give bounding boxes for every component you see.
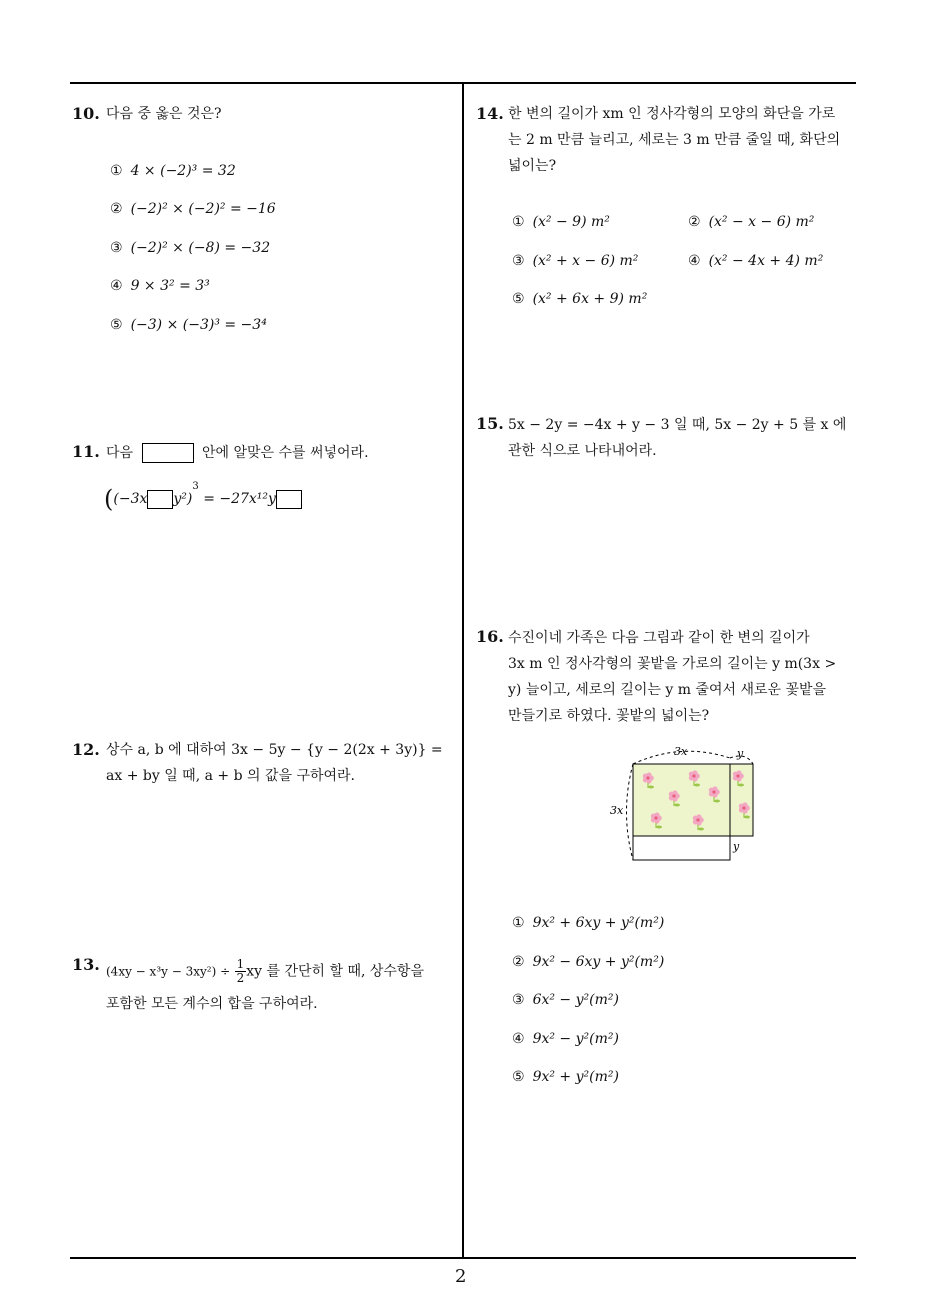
q10-option-4[interactable]: ④ 9 × 3² = 3³ [110, 278, 210, 294]
question-14-line3: 넓이는? [508, 158, 557, 174]
question-10-text: 다음 중 옳은 것은? [106, 106, 222, 122]
label-top-right: y [737, 747, 744, 760]
q10-option-1[interactable]: ① 4 × (−2)³ = 32 [110, 163, 236, 179]
exponent-blank-box-2[interactable] [276, 490, 302, 509]
label-top: 3x [674, 745, 688, 758]
q16-option-4[interactable]: ④ 9x² − y²(m²) [512, 1031, 619, 1047]
question-12-number: 12. [72, 740, 100, 759]
label-right: y [733, 840, 740, 853]
question-12-line2: ax + by 일 때, a + b 의 값을 구하여라. [106, 768, 356, 784]
q16-option-3[interactable]: ③ 6x² − y²(m²) [512, 992, 619, 1008]
q14-option-5[interactable]: ⑤ (x² + 6x + 9) m² [512, 291, 648, 307]
q16-option-1[interactable]: ① 9x² + 6xy + y²(m²) [512, 915, 665, 931]
question-16-line4: 만들기로 하였다. 꽃밭의 넓이는? [508, 708, 710, 724]
question-16-line3: y) 늘이고, 세로의 길이는 y m 줄여서 새로운 꽃밭을 [508, 682, 827, 698]
q16-option-2[interactable]: ② 9x² − 6xy + y²(m²) [512, 954, 665, 970]
question-13-line1: (4xy − x³y − 3xy²) ÷ $\frac{1}{2}$ xy 를 간단히 할 때, 상수항을 [106, 957, 424, 985]
question-15-line1: 5x − 2y = −4x + y − 3 일 때, 5x − 2y + 5 를 x 에 [508, 417, 847, 433]
q10-option-5[interactable]: ⑤ (−3) × (−3)³ = −3⁴ [110, 317, 267, 333]
column-divider [462, 82, 464, 1258]
page-number: 2 [455, 1266, 467, 1287]
question-11-text: 다음 안에 알맞은 수를 써넣어라. [106, 445, 369, 461]
question-13-line2: 포함한 모든 계수의 합을 구하여라. [106, 996, 318, 1012]
question-13-number: 13. [72, 955, 100, 974]
q10-option-3[interactable]: ③ (−2)² × (−8) = −32 [110, 240, 271, 256]
q14-option-3[interactable]: ③ (x² + x − 6) m² [512, 253, 639, 269]
q10-option-2[interactable]: ② (−2)² × (−2)² = −16 [110, 201, 276, 217]
question-16-line1: 수진이네 가족은 다음 그림과 같이 한 변의 길이가 [508, 630, 810, 646]
label-left: 3x [610, 804, 624, 817]
left-arc [627, 764, 634, 860]
question-16-number: 16. [476, 627, 504, 646]
flowerbed-diagram [606, 740, 786, 870]
removed-strip [633, 836, 730, 860]
question-15-number: 15. [476, 414, 504, 433]
answer-blank-box[interactable] [142, 443, 194, 463]
q16-option-5[interactable]: ⑤ 9x² + y²(m²) [512, 1069, 619, 1085]
question-10-number: 10. [72, 104, 100, 123]
question-14-number: 14. [476, 104, 504, 123]
question-15-line2: 관한 식으로 나타내어라. [508, 443, 657, 459]
question-14-line1: 한 변의 길이가 xm 인 정사각형의 모양의 화단을 가로 [508, 106, 836, 122]
question-11-expression: ((−3x y²)$^3$ = −27x¹²y [104, 478, 302, 509]
q14-option-4[interactable]: ④ (x² − 4x + 4) m² [688, 253, 824, 269]
fraction-one-half: $\frac{1}{2}$ [236, 957, 245, 985]
question-14-line2: 는 2 m 만큼 늘리고, 세로는 3 m 만큼 줄일 때, 화단의 [508, 132, 841, 148]
question-16-line2: 3x m 인 정사각형의 꽃밭을 가로의 길이는 y m(3x > [508, 656, 837, 672]
q14-option-1[interactable]: ① (x² − 9) m² [512, 214, 610, 230]
exponent-blank-box-1[interactable] [147, 490, 173, 509]
q14-option-2[interactable]: ② (x² − x − 6) m² [688, 214, 815, 230]
question-11-number: 11. [72, 442, 100, 461]
question-12-line1: 상수 a, b 에 대하여 3x − 5y − {y − 2(2x + 3y)} = [106, 742, 443, 758]
